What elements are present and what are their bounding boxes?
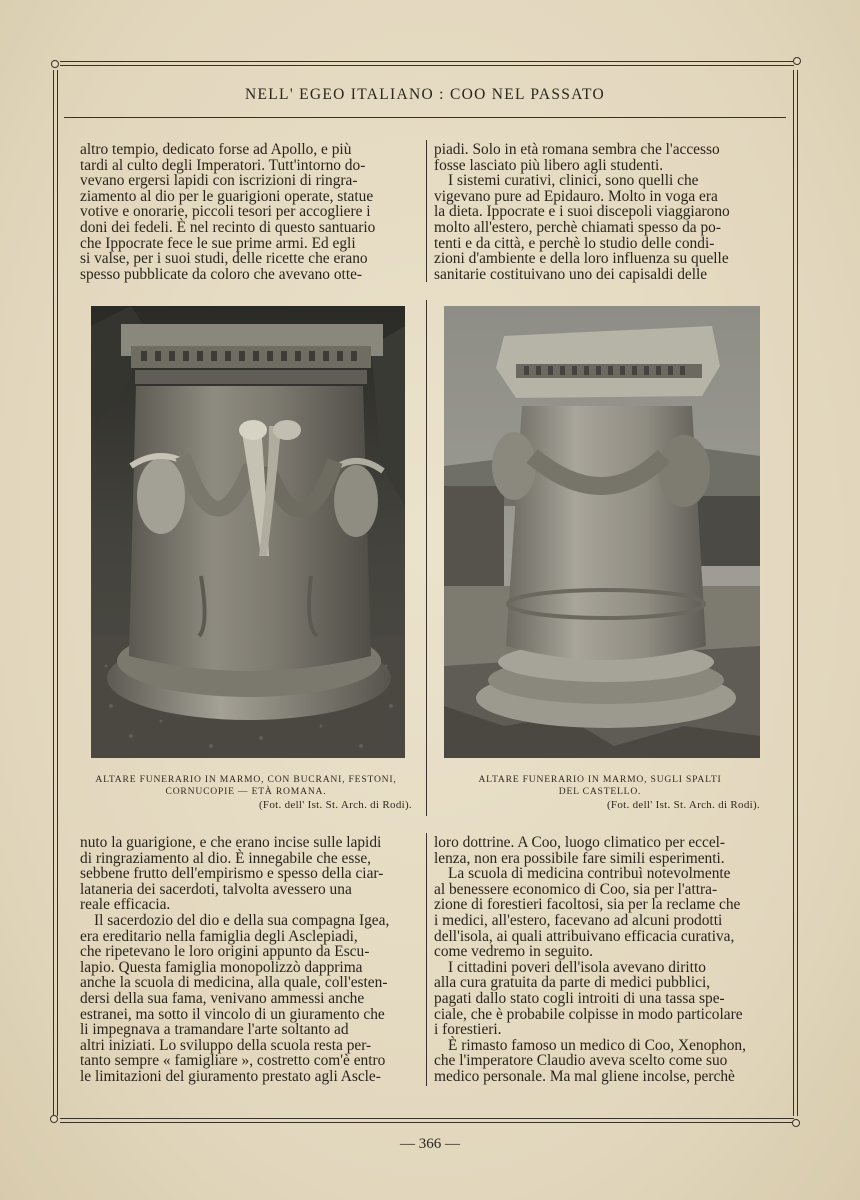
text-line: vigevano pure ad Epidauro. Molto in voga era: [434, 187, 718, 205]
text-line: ziamento al dio per le guarigioni operate, statue: [80, 187, 374, 205]
frame-bottom-rule-inner: [60, 1122, 794, 1123]
text-line: fosse lasciato più libero agli studenti.: [434, 156, 664, 174]
photo-altar-bucrania-image: [91, 306, 405, 758]
caption-line: CORNUCOPIE — ETÀ ROMANA.: [165, 786, 327, 797]
photo-credit: (Fot. dell' Ist. St. Arch. di Rodi).: [606, 799, 760, 811]
text-line: lapio. Questa famiglia monopolizzò dapprima: [80, 958, 363, 976]
page-number: — 366 —: [400, 1136, 460, 1152]
text-line: altri iniziati. Lo sviluppo della scuola resta per-: [80, 1036, 372, 1054]
text-line: estranei, ma sotto il vincolo di un giuramento che: [80, 1005, 385, 1023]
text-line: votive e onorarie, piccoli tesori per accogliere i: [80, 203, 371, 221]
frame-top-rule: [60, 61, 794, 62]
text-line: tardi al culto degli Imperatori. Tutt'intorno do-: [80, 156, 366, 174]
text-line: le limitazioni del giuramento prestato agli Ascle-: [80, 1067, 381, 1085]
photo-altar-castle-image: [444, 306, 760, 758]
text-line: altro tempio, dedicato forse ad Apollo, e più: [80, 141, 352, 158]
text-line: ciale, che è probabile colpisse in modo particolare: [434, 1005, 743, 1023]
frame-top-rule-inner: [60, 65, 794, 66]
text-line: spesso pubblicate da coloro che avevano otte-: [80, 265, 363, 283]
photo-altar-castle: [444, 306, 760, 758]
running-header: NELL' EGEO ITALIANO : COO NEL PASSATO: [245, 86, 605, 103]
text-line: vevano ergersi lapidi con iscrizioni di ringra-: [80, 172, 358, 190]
text-line: si valse, per i suoi studi, delle ricette che erano: [80, 250, 368, 268]
text-line: sanitarie costituivano uno dei capisaldi delle: [434, 265, 708, 283]
caption-line: DEL CASTELLO.: [558, 786, 642, 797]
column-divider-top: [426, 140, 427, 282]
text-line: molto all'estero, perchè chiamati spesso da po-: [434, 218, 721, 236]
text-line: medico personale. Ma mal gliene incolse, perchè: [434, 1067, 735, 1085]
column-divider-bottom: [426, 833, 427, 1086]
corner-ornament: [793, 57, 801, 65]
top-right-column: [434, 142, 771, 282]
frame-left-rule-inner: [57, 70, 58, 1116]
text-line: li impegnava a tramandare l'arte soltanto ad: [80, 1021, 349, 1039]
caption-line: ALTARE FUNERARIO IN MARMO, SUGLI SPALTI: [478, 774, 722, 785]
top-left-column: [80, 142, 413, 282]
bottom-left-column: [80, 835, 413, 1085]
text-line: era ereditario nella famiglia degli Asclepiadi,: [80, 927, 358, 945]
caption-line: ALTARE FUNERARIO IN MARMO, CON BUCRANI, FESTONI,: [95, 774, 397, 785]
text-line: tenti e da città, e perchè lo studio delle condi-: [434, 234, 715, 252]
frame-bottom-rule: [60, 1118, 794, 1119]
frame-left-rule: [53, 70, 54, 1116]
photo-altar-bucrania: [91, 306, 405, 758]
text-line: dell'isola, ai quali attribuivano efficacia curativa,: [434, 927, 735, 945]
text-line: zioni d'ambiente e della loro influenza su quelle: [434, 250, 729, 268]
frame-right-rule-inner: [793, 70, 794, 1116]
text-line: doni dei fedeli. È nel recinto di questo santuario: [80, 218, 376, 236]
text-line: di ringraziamento al dio. È innegabile che esse,: [80, 849, 372, 867]
text-line: i medici, all'estero, facevano ad alcuni prodotti: [434, 911, 723, 929]
text-line: al benessere economico di Coo, sia per l'attra-: [434, 880, 718, 898]
right-figure-caption: [440, 774, 760, 811]
text-line: la dieta. Ippocrate e i suoi discepoli viaggiarono: [434, 203, 730, 221]
text-line: lataneria dei sacerdoti, talvolta avessero una: [80, 880, 352, 898]
text-line: La scuola di medicina contribuì notevolmente: [448, 865, 731, 883]
text-line: alla cura gratuita da parte di medici pubblici,: [434, 974, 711, 992]
text-line: Il sacerdozio del dio e della sua compagna Igea,: [94, 911, 390, 929]
text-line: È rimasto famoso un medico di Coo, Xenophon,: [448, 1036, 746, 1054]
text-line: che l'imperatore Claudio aveva scelto come suo: [434, 1052, 728, 1070]
photo-credit: (Fot. dell' Ist. St. Arch. di Rodi).: [258, 799, 412, 811]
text-line: i forestieri.: [434, 1021, 502, 1039]
column-divider-middle: [426, 300, 427, 816]
text-line: dersi della sua fama, venivano ammessi anche: [80, 989, 365, 1007]
corner-ornament: [51, 60, 59, 68]
text-line: loro dottrine. A Coo, luogo climatico per eccel-: [434, 834, 726, 851]
frame-right-rule: [797, 70, 798, 1116]
corner-ornament: [50, 1115, 58, 1123]
text-line: come vedremo in seguito.: [434, 943, 593, 961]
text-line: sebbene frutto dell'empirismo e spesso della ciar-: [80, 865, 384, 883]
text-line: nuto la guarigione, e che erano incise sulle lapidi: [80, 834, 382, 851]
text-line: pagati dallo stato cogli introiti di una tassa spe-: [434, 989, 725, 1007]
text-line: anche la scuola di medicina, alla quale, coll'esten-: [80, 974, 388, 992]
text-line: che Ippocrate fece le sue prime armi. Ed egli: [80, 234, 356, 252]
text-line: piadi. Solo in età romana sembra che l'accesso: [434, 141, 720, 158]
text-line: lenza, non era possibile fare simili esperimenti.: [434, 849, 725, 867]
text-line: tanto sempre « famigliare », costretto com'è entro: [80, 1052, 386, 1070]
text-line: I cittadini poveri dell'isola avevano diritto: [448, 958, 706, 976]
text-line: zione di forestieri facoltosi, sia per la reclame che: [434, 896, 741, 914]
text-line: reale efficacia.: [80, 896, 171, 914]
header-rule: [64, 117, 786, 118]
bottom-right-column: [434, 835, 771, 1085]
text-line: I sistemi curativi, clinici, sono quelli che: [448, 172, 699, 190]
left-figure-caption: [80, 774, 412, 811]
text-line: che ripetevano le loro origini appunto da Escu-: [80, 943, 370, 961]
corner-ornament: [792, 1119, 800, 1127]
